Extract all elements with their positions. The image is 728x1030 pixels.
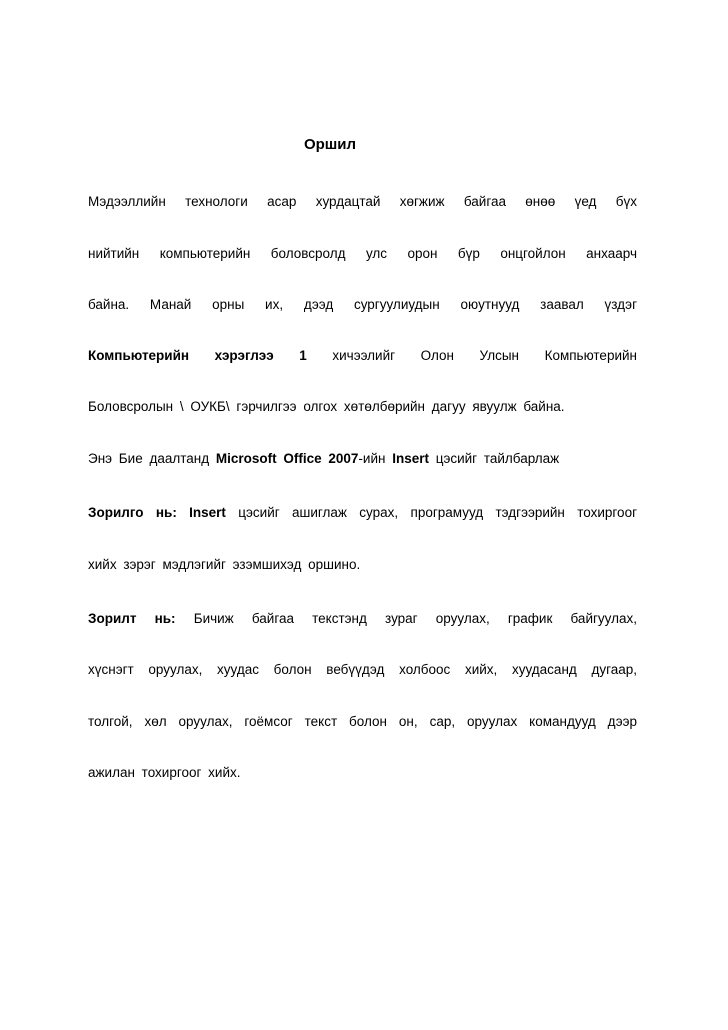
line-6-text-a: Энэ Бие даалтанд — [88, 451, 216, 466]
line-6-text-e: цэсийг тайлбарлаж — [428, 451, 560, 466]
paragraph-line-4-rest: хичээлийг Олон Улсын Компьютерийн — [332, 348, 637, 363]
paragraph-line-10: хүснэгт оруулах, хуудас болон вебүүдэд холбоос хийх, хуудасанд дугаар, — [88, 662, 637, 677]
page-title: Оршил — [303, 136, 357, 153]
paragraph-line-2: нийтийн компьютерийн боловсролд улс орон бүр онцгойлон анхаарч — [88, 246, 637, 261]
line-6-office-bold: Microsoft Office 2007 — [215, 451, 359, 466]
paragraph-line-12: ажилан тохиргоог хийх. — [88, 765, 241, 780]
paragraph-line-11: толгой, хөл оруулах, гоёмсог текст болон он, сар, оруулах командууд дээр — [88, 714, 637, 729]
paragraph-line-8: хийх зэрэг мэдлэгийг эзэмшихэд оршино. — [88, 557, 361, 572]
line-6-insert-bold: Insert — [392, 451, 429, 466]
paragraph-line-9 — [88, 610, 637, 628]
paragraph-line-1: Мэдээллийн технологи асар хурдацтай хөгжиж байгаа өнөө үед бүх — [88, 194, 637, 209]
paragraph-line-7 — [88, 504, 637, 522]
paragraph-line-3: байна. Манай орны их, дээд сургуулиудын оюутнууд заавал үздэг — [88, 297, 637, 312]
course-name-bold: Компьютерийн хэрэглээ 1 — [88, 348, 307, 363]
goal-label-bold: Зорилго нь: Insert — [88, 505, 226, 520]
line-6-text-c: -ийн — [358, 451, 393, 466]
goal-text: цэсийг ашиглаж сурах, програмууд тэдгээрийн тохиргоог — [238, 505, 637, 520]
objective-label-bold: Зорилт нь: — [88, 611, 176, 626]
objective-text: Бичиж байгаа текстэнд зураг оруулах, график байгуулах, — [193, 611, 637, 626]
paragraph-line-4 — [88, 347, 637, 365]
paragraph-line-6 — [88, 450, 637, 468]
paragraph-line-5: Боловсролын \ ОУКБ\ гэрчилгээ олгох хөтөлбөрийн дагуу явуулж байна. — [88, 399, 565, 414]
